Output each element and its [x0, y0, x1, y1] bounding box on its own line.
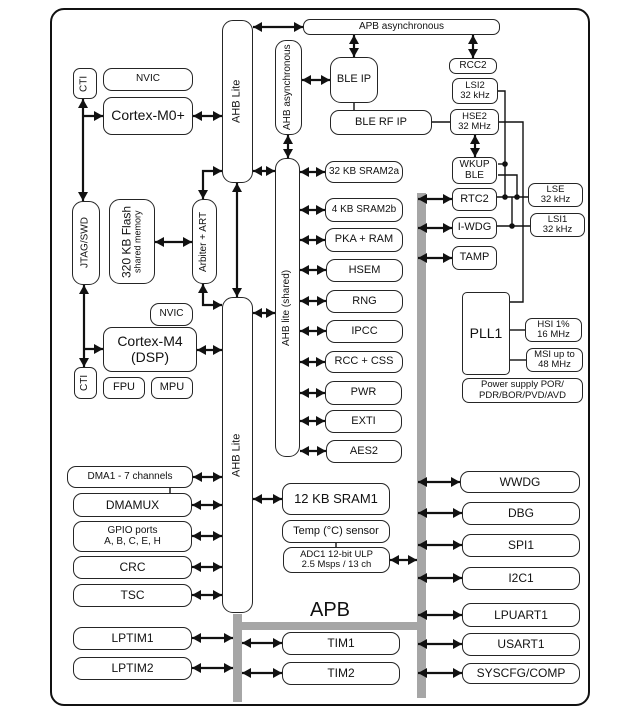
block-temp-sensor: Temp (°C) sensor — [282, 520, 390, 543]
bus-ahb-lite-shared: AHB lite (shared) — [275, 158, 300, 457]
bus-ahb-asynchronous: AHB asynchronous — [275, 40, 302, 135]
block-lptim2: LPTIM2 — [73, 657, 192, 680]
block-power-supply: Power supply POR/ PDR/BOR/PVD/AVD — [462, 378, 583, 403]
block-tsc: TSC — [73, 584, 192, 607]
block-lptim1: LPTIM1 — [73, 627, 192, 650]
block-tamp: TAMP — [452, 246, 497, 270]
block-msi: MSI up to 48 MHz — [526, 348, 583, 372]
bus-apb-asynchronous: APB asynchronous — [303, 19, 500, 35]
block-pwr: PWR — [325, 381, 402, 405]
block-cortex-m4: Cortex-M4 (DSP) — [103, 327, 197, 372]
block-aes2: AES2 — [326, 440, 402, 463]
block-nvic-m4: NVIC — [150, 303, 193, 326]
block-cti-m0: CTI — [73, 68, 97, 99]
block-fpu: FPU — [103, 377, 145, 399]
block-crc: CRC — [73, 556, 192, 579]
block-rcc-css: RCC + CSS — [325, 351, 403, 373]
block-lsi1: LSI1 32 kHz — [530, 213, 585, 237]
block-exti: EXTI — [325, 410, 402, 433]
block-wkup-ble: WKUP BLE — [452, 157, 497, 184]
bus-ahb-lite-2: AHB Lite — [222, 297, 253, 613]
block-wwdg: WWDG — [460, 471, 580, 493]
block-iwdg: I-WDG — [452, 217, 497, 239]
block-flash: 320 KB Flash shared memory — [109, 199, 155, 284]
block-jtag-swd: JTAG/SWD — [72, 201, 100, 285]
block-adc1: ADC1 12-bit ULP 2.5 Msps / 13 ch — [283, 547, 390, 573]
block-mpu: MPU — [151, 377, 193, 399]
block-cti-m4: CTI — [74, 367, 97, 399]
block-gpio: GPIO ports A, B, C, E, H — [73, 521, 192, 552]
block-dmamux: DMAMUX — [73, 493, 192, 517]
block-pka-ram: PKA + RAM — [325, 228, 403, 252]
block-lsi2: LSI2 32 kHz — [452, 78, 498, 104]
block-hse2: HSE2 32 MHz — [450, 109, 499, 135]
block-ble-rf-ip: BLE RF IP — [330, 110, 432, 135]
block-lpuart1: LPUART1 — [462, 603, 580, 627]
block-hsem: HSEM — [326, 259, 403, 282]
block-nvic-m0: NVIC — [103, 68, 193, 91]
block-sram1: 12 KB SRAM1 — [282, 483, 390, 515]
block-rng: RNG — [326, 290, 403, 313]
block-sram2a: 32 KB SRAM2a — [325, 161, 403, 183]
block-hsi: HSI 1% 16 MHz — [525, 318, 582, 342]
apb-bus-label: APB — [309, 599, 351, 621]
block-lse: LSE 32 kHz — [528, 183, 583, 207]
block-spi1: SPI1 — [462, 534, 580, 557]
block-i2c1: I2C1 — [462, 567, 580, 590]
block-syscfg-comp: SYSCFG/COMP — [462, 663, 580, 684]
block-pll1: PLL1 — [462, 292, 510, 375]
block-dbg: DBG — [462, 502, 580, 525]
block-rcc2: RCC2 — [449, 58, 497, 74]
block-tim2: TIM2 — [282, 662, 400, 685]
block-ble-ip: BLE IP — [330, 57, 378, 103]
block-arbiter-art: Arbiter + ART — [192, 199, 217, 284]
block-usart1: USART1 — [462, 633, 580, 656]
block-sram2b: 4 KB SRAM2b — [325, 198, 403, 222]
bus-ahb-lite-1: AHB Lite — [222, 20, 253, 183]
block-ipcc: IPCC — [326, 320, 403, 343]
block-dma1: DMA1 - 7 channels — [67, 466, 193, 488]
block-cortex-m0: Cortex-M0+ — [103, 97, 193, 135]
block-rtc2: RTC2 — [452, 188, 497, 211]
block-tim1: TIM1 — [282, 632, 400, 655]
